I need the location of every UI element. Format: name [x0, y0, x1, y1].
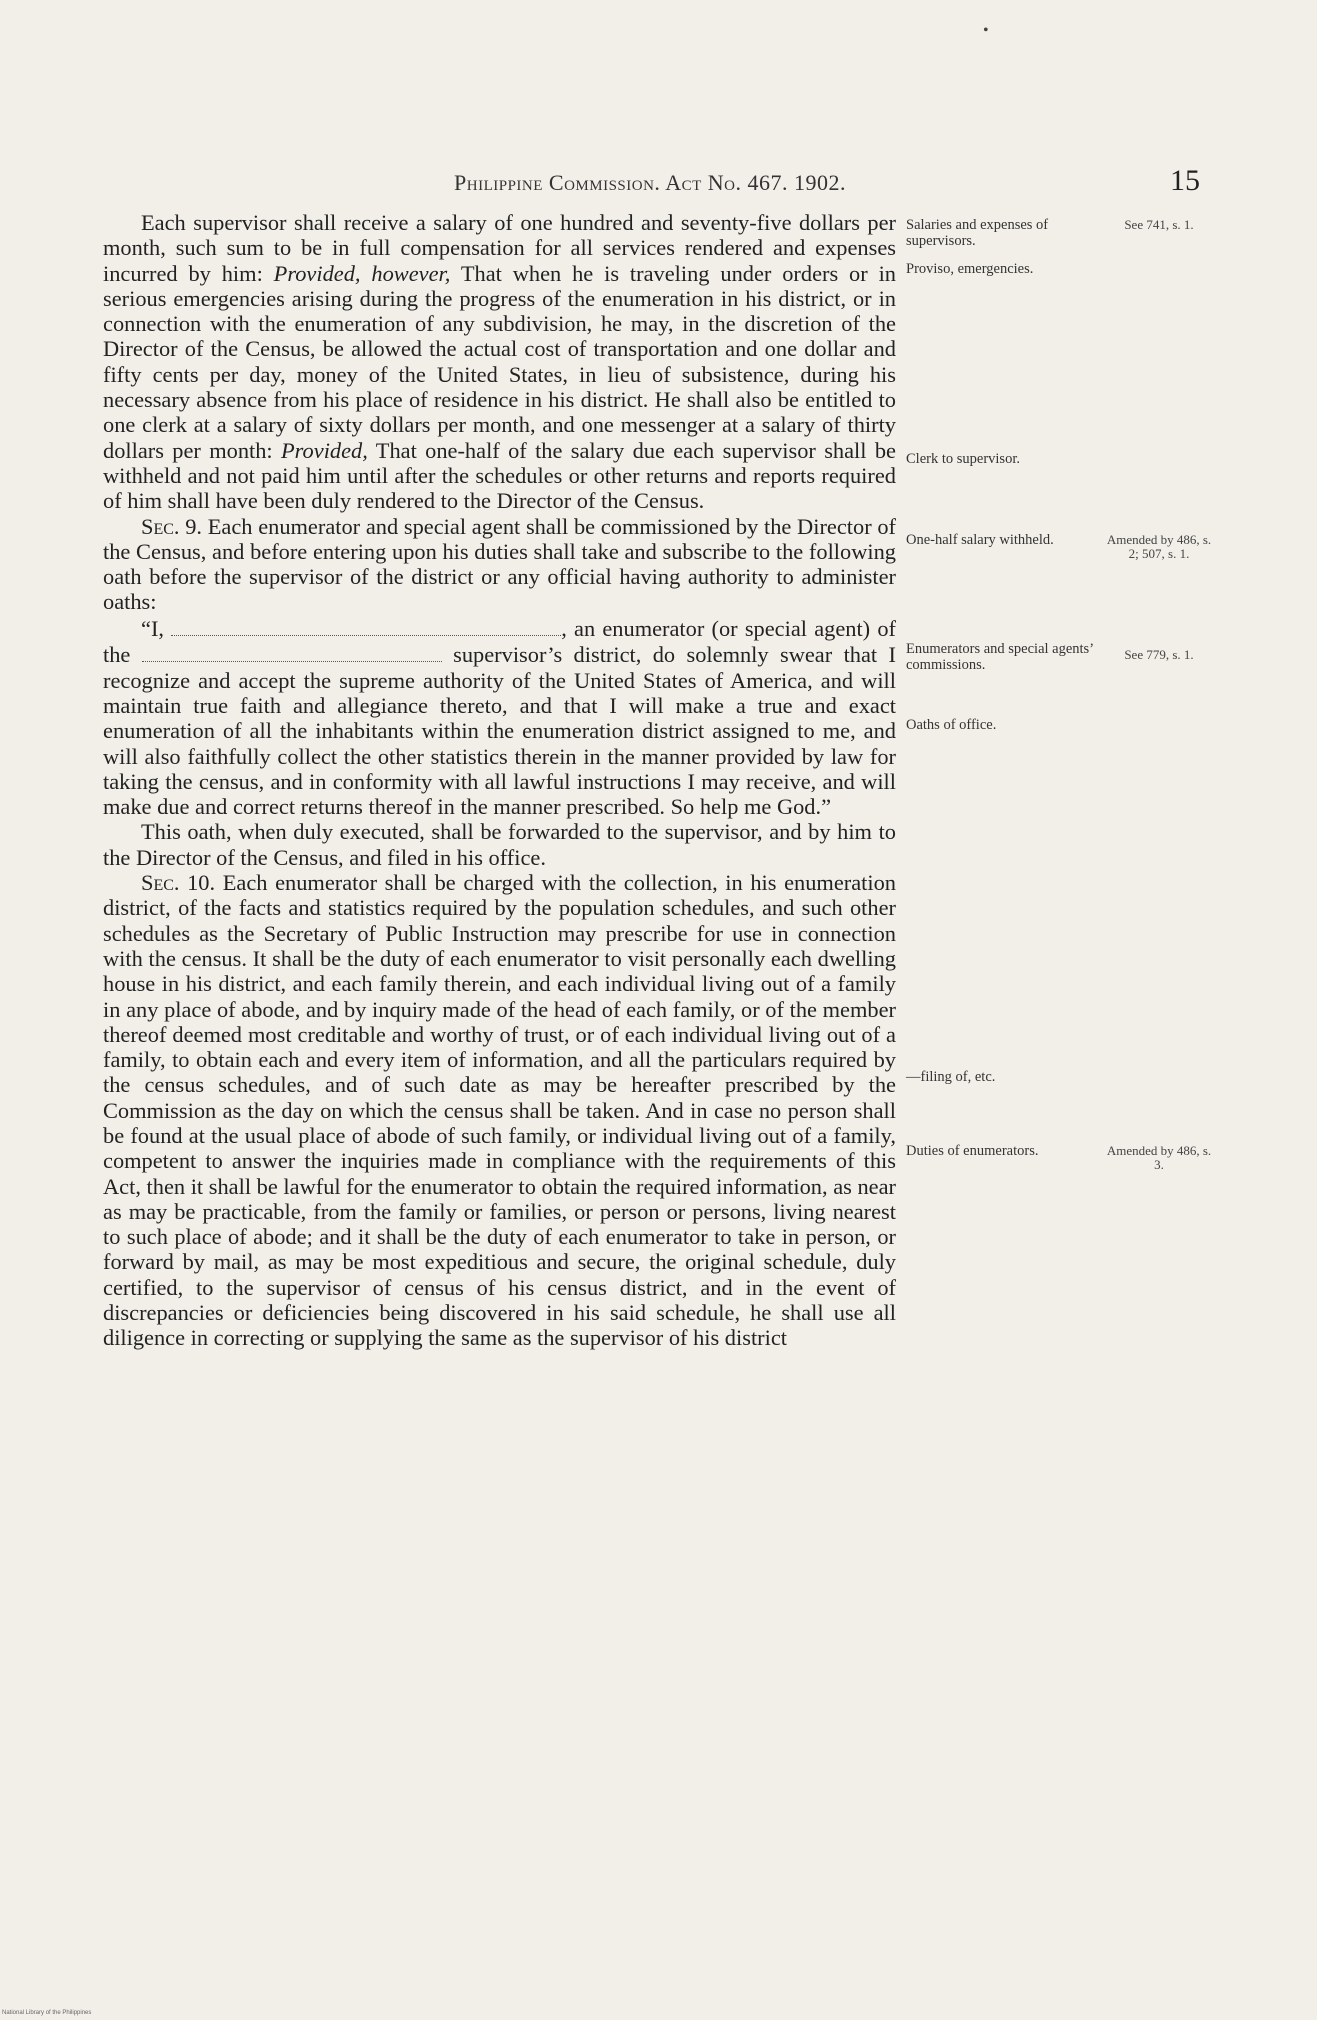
cross-ref-see-779: See 779, s. 1. — [1124, 647, 1194, 662]
margin-note-filing: —filing of, etc. — [906, 1069, 996, 1085]
section-label: Sec. 9. — [141, 513, 203, 539]
text-run: , an enumerator (or special agent) of the — [103, 615, 896, 668]
margin-note-one-half-salary: One-half salary withheld. — [906, 532, 1054, 548]
cross-ref-amended-486-3: Amended by 486, s. 3. — [1106, 1143, 1212, 1172]
footer-credit: National Library of the Philippines — [2, 2010, 92, 2016]
page-header — [190, 164, 1200, 210]
body-text — [103, 210, 896, 1351]
text-run: supervisor’s district, do solemnly swear that I recognize and accept the supreme authority of the United States of America, and will maintain true faith and allegiance thereto, and that I will make a true and exact enumeration of all the inhabitants within the enumeration district assigned to me, and will also faithfully collect the other statistics therein in the manner provided by law for taking the census, and in conformity with all lawful instructions I may receive, and will make due and correct returns thereof in the manner prescribed. So help me God.” — [103, 642, 896, 820]
paragraph-section-10 — [103, 870, 896, 1351]
running-head: Philippine Commission. Act No. 467. 1902. — [454, 170, 846, 195]
margin-note-duties: Duties of enumerators. — [906, 1143, 1039, 1159]
oath-district-blank — [142, 641, 442, 662]
paragraph-oath-filing — [103, 819, 896, 870]
cross-ref-see-741: See 741, s. 1. — [1124, 217, 1194, 232]
top-mark: • — [983, 22, 989, 39]
page-number: 15 — [1170, 164, 1200, 197]
section-label: Sec. 10. — [141, 870, 216, 896]
text-run: This oath, when duly executed, shall be forwarded to the supervisor, and by him to the Director of the Census, and filed in his office. — [103, 819, 896, 870]
margin-note-commissions: Enumerators and special agents’ commissions. — [906, 641, 1093, 673]
margin-note-clerk: Clerk to supervisor. — [906, 451, 1020, 467]
paragraph-oath — [103, 615, 896, 820]
text-run: That one-half of the salary due each supervisor shall be withheld and not paid him until after the schedules or other returns and reports required of him shall have been duly rendered to the Director of the Census. — [103, 437, 896, 514]
text-run: Each enumerator shall be charged with the collection, in his enumeration district, of the facts and statistics required by the population schedules, and such other schedules as the Secretary of Public Instruction may prescribe for use in connection with the census. It shall be the duty of each enumerator to visit personally each dwelling house in his district, and each family therein, and each individual living out of a family in any place of abode, and by inquiry made of the head of each family, or of the member thereof deemed most creditable and worthy of trust, or of each individual living out of a family, to obtain each and every item of information, and all the particulars required by the census schedules, and of such date as may be hereafter prescribed by the Commission as the day on which the census shall be taken. And in case no person shall be found at the usual place of abode of such family, or individual living out of a family, competent to answer the inquiries made in compliance with the requirements of this Act, then it shall be lawful for the enumerator to obtain the required information, as near as may be practicable, from the family or families, or person or persons, living nearest to such place of abode; and it shall be the duty of each enumerator to take in person, or forward by mail, as may be most expeditious and secure, the original schedule, duly certified, to the supervisor of census of his census district, and in the event of discrepancies or deficiencies being discovered in his said schedule, he shall use all diligence in correcting or supplying the same as the supervisor of his district — [103, 870, 896, 1351]
margin-note-proviso: Proviso, emergencies. — [906, 261, 1034, 277]
text-run: “I, — [141, 615, 164, 641]
margin-note-salaries: Salaries and expenses of supervisors. — [906, 217, 1049, 249]
text-run: Each enumerator and special agent shall be commissioned by the Director of the Census, and before entering upon his duties shall take and subscribe to the following oath before the supervisor of the district or any official having authority to administer oaths: — [103, 513, 897, 615]
margin-note-oaths: Oaths of office. — [906, 717, 997, 733]
proviso-term: Provided, — [281, 437, 368, 463]
paragraph-supervisor-salary — [103, 210, 896, 514]
oath-name-blank — [171, 615, 561, 636]
proviso-term: Provided, however, — [273, 260, 451, 286]
cross-ref-amended-486-2: Amended by 486, s. 2; 507, s. 1. — [1106, 532, 1212, 561]
paragraph-section-9 — [103, 514, 896, 615]
text-run: That when he is traveling under orders or in serious emergencies arising during the progress of the enumeration in his district, or in connection with the enumeration of any subdivision, he may, in the discretion of the Director of the Census, be allowed the actual cost of transportation and one dollar and fifty cents per day, money of the United States, in lieu of subsistence, during his necessary absence from his place of residence in his district. He shall also be entitled to one clerk at a salary of sixty dollars per month, and one messenger at a salary of thirty dollars per month: — [103, 260, 897, 463]
text-run: Each supervisor shall receive a salary of one hundred and seventy-five dollars per month, such sum to be in full compensation for all services rendered and expenses incurred by him: — [103, 210, 896, 286]
